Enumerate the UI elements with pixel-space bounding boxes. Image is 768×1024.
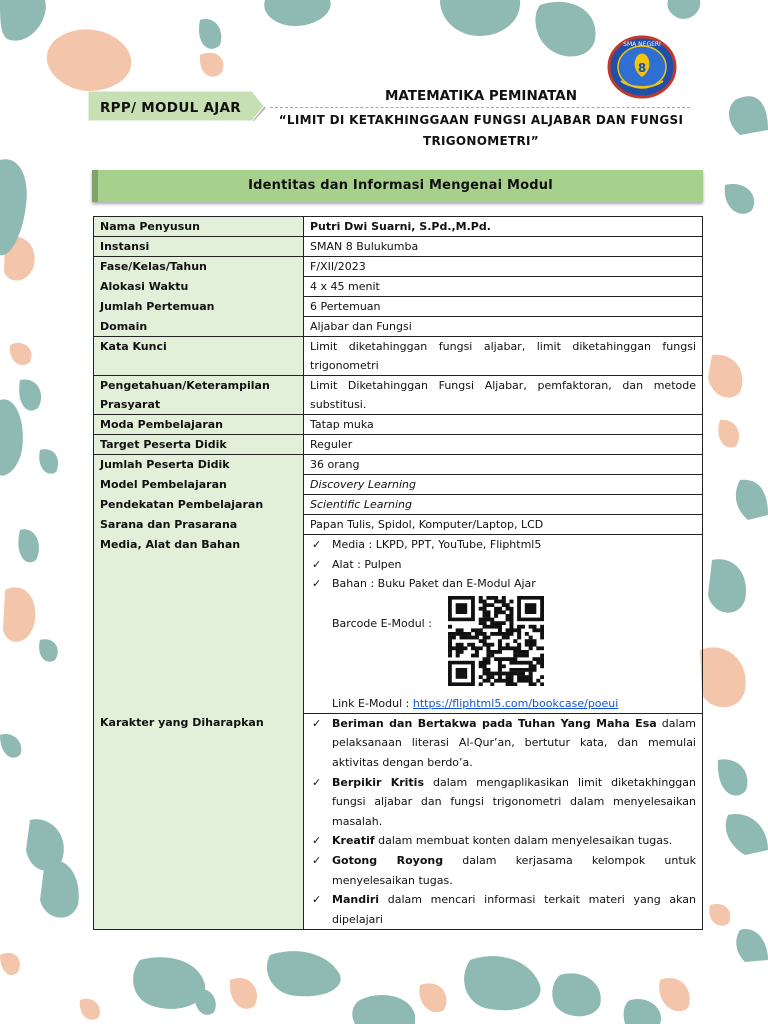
media-item: ✓ Bahan : Buku Paket dan E-Modul Ajar <box>310 574 696 594</box>
label-karakter: Karakter yang Diharapkan <box>94 713 304 930</box>
label-alokasi: Alokasi Waktu <box>94 277 304 297</box>
label-domain: Domain <box>94 317 304 337</box>
checkmark-icon: ✓ <box>312 834 322 848</box>
topic-title-line1: “LIMIT DI KETAKHINGGAAN FUNGSI ALJABAR DAN FUNGSI <box>278 113 684 127</box>
barcode-row <box>310 594 696 690</box>
table-row <box>94 713 703 930</box>
media-item: ✓ Alat : Pulpen <box>310 555 696 575</box>
checkmark-icon: ✓ <box>312 557 322 571</box>
title-divider <box>270 107 690 108</box>
topic-title-line2: TRIGONOMETRI” <box>422 134 539 148</box>
table-row <box>94 257 703 277</box>
label-jumlah-peserta: Jumlah Peserta Didik <box>94 455 304 475</box>
value-pendekatan: Scientific Learning <box>304 495 703 515</box>
value-moda: Tatap muka <box>304 415 703 435</box>
value-fase: F/XII/2023 <box>304 257 703 277</box>
checkmark-icon: ✓ <box>312 775 322 789</box>
emodul-link[interactable]: https://fliphtml5.com/bookcase/poeui <box>412 696 619 710</box>
label-target: Target Peserta Didik <box>94 435 304 455</box>
value-jumlah-peserta: 36 orang <box>304 455 703 475</box>
value-domain: Aljabar dan Fungsi <box>304 317 703 337</box>
table-row <box>94 535 703 714</box>
media-list <box>310 535 696 594</box>
table-row <box>94 495 703 515</box>
qr-code-icon[interactable] <box>448 596 544 686</box>
module-identity-table <box>93 216 703 930</box>
label-fase: Fase/Kelas/Tahun <box>94 257 304 277</box>
value-media <box>304 535 703 714</box>
label-moda: Moda Pembelajaran <box>94 415 304 435</box>
doc-type-tag <box>88 91 266 125</box>
value-instansi: SMAN 8 Bulukumba <box>304 237 703 257</box>
checkmark-icon: ✓ <box>312 853 322 867</box>
label-prasyarat: Pengetahuan/Keterampilan Prasyarat <box>94 376 304 415</box>
value-kata-kunci: Limit diketahinggan fungsi aljabar, limit diketahinggan fungsi trigonometri <box>304 337 703 376</box>
table-row <box>94 376 703 415</box>
table-row <box>94 297 703 317</box>
school-logo <box>607 35 677 99</box>
subject-title: MATEMATIKA PEMINATAN <box>384 88 578 104</box>
value-karakter <box>304 713 703 930</box>
karakter-item: ✓ Mandiri dalam mencari informasi terkait materi yang akan dipelajari <box>310 890 696 929</box>
karakter-list <box>310 714 696 930</box>
checkmark-icon: ✓ <box>312 538 322 551</box>
value-prasyarat: Limit Diketahinggan Fungsi Aljabar, pemfaktoran, dan metode substitusi. <box>304 376 703 415</box>
table-row <box>94 475 703 495</box>
logo-text: SMA NEGERI <box>623 41 661 48</box>
table-row <box>94 435 703 455</box>
label-nama-penyusun: Nama Penyusun <box>94 217 304 237</box>
label-instansi: Instansi <box>94 237 304 257</box>
label-pertemuan: Jumlah Pertemuan <box>94 297 304 317</box>
karakter-item: ✓ Kreatif dalam membuat konten dalam menyelesaikan tugas. <box>310 831 696 851</box>
label-sarana: Sarana dan Prasarana <box>94 515 304 535</box>
value-model: Discovery Learning <box>304 475 703 495</box>
value-target: Reguler <box>304 435 703 455</box>
checkmark-icon: ✓ <box>312 716 322 730</box>
section-banner: Identitas dan Informasi Mengenai Modul <box>92 170 703 202</box>
media-item: ✓ Media : LKPD, PPT, YouTube, Fliphtml5 <box>310 535 696 555</box>
label-pendekatan: Pendekatan Pembelajaran <box>94 495 304 515</box>
value-nama-penyusun: Putri Dwi Suarni, S.Pd.,M.Pd. <box>304 217 703 237</box>
table-row <box>94 277 703 297</box>
checkmark-icon: ✓ <box>312 577 322 591</box>
table-row <box>94 317 703 337</box>
table-row <box>94 515 703 535</box>
label-kata-kunci: Kata Kunci <box>94 337 304 376</box>
link-label: Link E-Modul : <box>332 696 413 710</box>
table-row <box>94 337 703 376</box>
table-row <box>94 217 703 237</box>
value-pertemuan: 6 Pertemuan <box>304 297 703 317</box>
label-model: Model Pembelajaran <box>94 475 304 495</box>
checkmark-icon: ✓ <box>312 893 322 907</box>
svg-text:8: 8 <box>637 61 647 75</box>
karakter-item: ✓ Berpikir Kritis dalam mengaplikasikan limit diketakhinggan fungsi aljabar dan fungsi trigonometri dalam menyelesaikan masalah. <box>310 773 696 832</box>
table-row <box>94 455 703 475</box>
label-media: Media, Alat dan Bahan <box>94 535 304 714</box>
value-sarana: Papan Tulis, Spidol, Komputer/Laptop, LCD <box>304 515 703 535</box>
value-alokasi: 4 x 45 menit <box>304 277 703 297</box>
karakter-item: ✓ Beriman dan Bertakwa pada Tuhan Yang Maha Esa dalam pelaksanaan literasi Al-Qur’an, bertutur kata, dan memulai aktivitas dengan berdo’a. <box>310 714 696 773</box>
table-row <box>94 237 703 257</box>
barcode-label: Barcode E-Modul : <box>332 616 432 630</box>
karakter-item: ✓ Gotong Royong dalam kerjasama kelompok untuk menyelesaikan tugas. <box>310 851 696 890</box>
table-row <box>94 415 703 435</box>
doc-type-label: RPP/ MODUL AJAR <box>99 100 241 116</box>
emodul-link-row <box>310 694 696 713</box>
